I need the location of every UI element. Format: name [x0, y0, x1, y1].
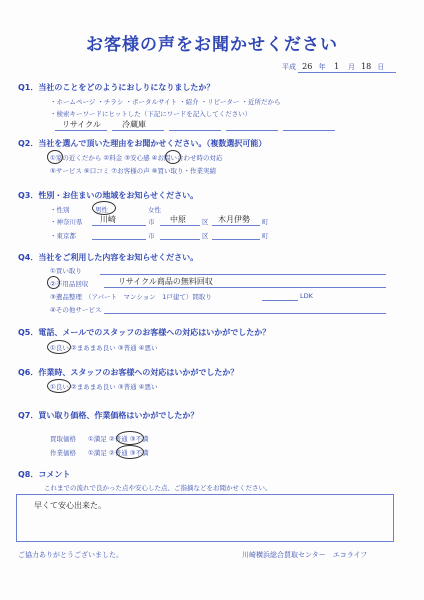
q3-town-line: [212, 225, 260, 226]
q3-question: Q3．性別・お住まいの地域をお知らせください。: [18, 191, 199, 200]
q7-buy-options: ①満足 ②普通 ③不満: [88, 435, 149, 443]
q6-selected-circle: [47, 379, 71, 393]
date-month-unit: 月: [347, 63, 355, 71]
q4-opt2-note[interactable]: リサイクル商品の無料回収: [118, 277, 213, 286]
q3-tokyo-city-line: [92, 239, 146, 240]
q4-opt3-line: [262, 300, 298, 301]
q7-work-options: ①満足 ②普通 ③不満: [88, 449, 149, 457]
q4-opt4: ④その他サービス: [50, 306, 102, 314]
q8-question: Q8．コメント: [18, 470, 71, 479]
date-day: 18: [361, 62, 372, 71]
q3-city-unit: 市: [148, 218, 155, 226]
q4-opt1-line: [100, 274, 386, 275]
date-underline: [298, 72, 396, 73]
q1-keyword-2[interactable]: 冷蔵庫: [122, 120, 146, 129]
q1-options: ・ホームページ ・チラシ ・ポータルサイト ・紹介 ・リピーター ・近所だから: [50, 98, 281, 106]
q3-town-unit: 町: [262, 218, 269, 226]
q3-city[interactable]: 川崎: [100, 215, 116, 224]
q6-options: ①良い ②まあまあ良い ③普通 ④悪い: [50, 383, 158, 391]
keyword-line-4: [226, 130, 278, 131]
q7-buy-label: 買取価格: [50, 435, 76, 443]
q1-keyword-1[interactable]: リサイクル: [62, 120, 101, 129]
q4-question: Q4．当社をご利用した内容をお知らせください。: [18, 253, 199, 262]
page-title: お客様の声をお聞かせください: [86, 35, 338, 55]
footer-company: 川崎横浜総合買取センター エコライフ: [242, 551, 368, 559]
q1-keyword-label: ・検索キーワードにヒットした（下記にワードを記入してください）: [50, 110, 252, 118]
keyword-line-2: [112, 130, 164, 131]
q3-city-line: [92, 225, 146, 226]
q2-selected-circle-1: [47, 150, 63, 164]
date-day-unit: 日: [377, 63, 385, 71]
q1-question: Q1．当社のことをどのようにおしりになりましたか？: [18, 83, 215, 92]
q2-row1: ①家の近くだから ②料金 ③安心感 ④お問い合わせ時の対応: [50, 154, 223, 162]
q2-question: Q2．当社を選んで頂いた理由をお聞かせください。（複数選択可能）: [18, 139, 267, 148]
q3-gender-label: ・性別: [50, 206, 70, 214]
date-row: [282, 62, 384, 72]
q7-work-circle: [116, 445, 144, 459]
q2-selected-circle-3: [165, 150, 181, 164]
q3-ward-line: [160, 225, 200, 226]
q3-ward-unit: 区: [202, 218, 209, 226]
q4-opt4-line: [104, 313, 386, 314]
q4-opt2-circle: [47, 276, 60, 289]
keyword-line-5: [283, 130, 335, 131]
q7-buy-circle: [116, 431, 144, 445]
q4-opt2: ②不用品回収: [50, 280, 89, 288]
q3-tokyo-ward-line: [160, 239, 200, 240]
keyword-line-1: [55, 130, 107, 131]
date-year: 26: [302, 62, 313, 71]
q7-work-label: 作業価格: [50, 449, 76, 457]
q3-tokyo-town-unit: 町: [262, 232, 269, 240]
q5-options: ①良い ②まあまあ良い ③普通 ④悪い: [50, 344, 158, 352]
q3-town[interactable]: 木月伊勢: [218, 215, 250, 224]
date-month: 1: [334, 62, 340, 71]
q6-question: Q6．作業時、スタッフのお客様への対応はいかがでしたか？: [18, 368, 239, 377]
q3-tokyo-ward-unit: 区: [202, 232, 209, 240]
q3-tokyo: ・東京都: [50, 232, 76, 240]
q3-male[interactable]: 男性: [95, 206, 108, 214]
q3-kanagawa: ・神奈川県: [50, 218, 83, 226]
q3-ward[interactable]: 中原: [170, 215, 186, 224]
q2-row2: ⑤サービス ⑥口コミ ⑦お客様の声 ⑧買い取り・作業実績: [50, 167, 217, 175]
date-year-unit: 年: [318, 63, 326, 71]
q3-male-circle: [92, 201, 116, 215]
footer-thanks: ご協力ありがとうございました。: [18, 551, 123, 559]
q4-opt3: ③遺品整理 （アパート マンション 1戸建て）間取り: [50, 293, 212, 301]
date-era: 平成: [282, 63, 296, 71]
q5-question: Q5．電話、メールでのスタッフのお客様への対応はいかがでしたか？: [18, 328, 271, 337]
q3-tokyo-city-unit: 市: [148, 232, 155, 240]
keyword-line-3: [169, 130, 221, 131]
q8-comment[interactable]: 早くて安心出来た。: [34, 501, 106, 510]
q5-selected-circle: [47, 340, 71, 354]
q3-tokyo-town-line: [212, 239, 260, 240]
q8-prompt: これまでの流れで良かった点や安心した点、ご指摘などをお聞かせください。: [44, 484, 272, 492]
q7-question: Q7．買い取り価格、作業価格はいかがでしたか？: [18, 411, 199, 420]
q4-opt1: ①買い取り: [50, 267, 82, 275]
q3-female[interactable]: 女性: [148, 206, 161, 214]
q4-opt3-unit: LDK: [300, 292, 313, 300]
q4-opt2-line: [104, 287, 386, 288]
